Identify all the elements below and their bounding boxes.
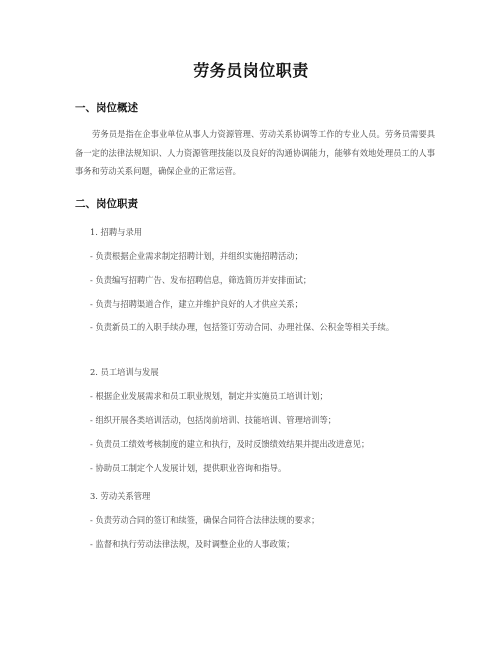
- section-heading-duties: 二、岗位职责: [75, 198, 138, 210]
- list-item: - 监督和执行劳动法律法规，及时调整企业的人事政策；: [90, 539, 295, 549]
- section-heading-overview: 一、岗位概述: [75, 102, 138, 114]
- list-item: - 负责与招聘渠道合作，建立并维护良好的人才供应关系；: [90, 299, 303, 309]
- overview-paragraph: 劳务员是指在企事业单位从事人力资源管理、劳动关系协调等工作的专业人员。劳务员需要具备一定的法律法规知识、人力资源管理技能以及良好的沟通协调能力，能够有效地处理员工的人事事务和劳动关系问题，确保企业的正常运营。: [75, 129, 435, 176]
- page-title: 劳务员岗位职责: [193, 61, 309, 80]
- group-title-recruitment: 1. 招聘与录用: [90, 227, 143, 237]
- list-item: - 负责员工绩效考核制度的建立和执行，及时反馈绩效结果并提出改进意见；: [90, 439, 370, 449]
- list-item: - 负责根据企业需求制定招聘计划，并组织实施招聘活动；: [90, 251, 303, 261]
- list-item: - 负责编写招聘广告、发布招聘信息，筛选简历并安排面试；: [90, 275, 312, 285]
- group-title-labor-relations: 3. 劳动关系管理: [90, 491, 151, 501]
- group-title-training: 2. 员工培训与发展: [90, 367, 159, 377]
- list-item: - 负责新员工的入职手续办理，包括签订劳动合同、办理社保、公积金等相关手续。: [90, 322, 395, 332]
- list-item: - 协助员工制定个人发展计划，提供职业咨询和指导。: [90, 463, 287, 473]
- list-item: - 根据企业发展需求和员工职业规划，制定并实施员工培训计划；: [90, 391, 328, 401]
- list-item: - 负责劳动合同的签订和续签，确保合同符合法律法规的要求；: [90, 515, 320, 525]
- list-item: - 组织开展各类培训活动，包括岗前培训、技能培训、管理培训等；: [90, 415, 337, 425]
